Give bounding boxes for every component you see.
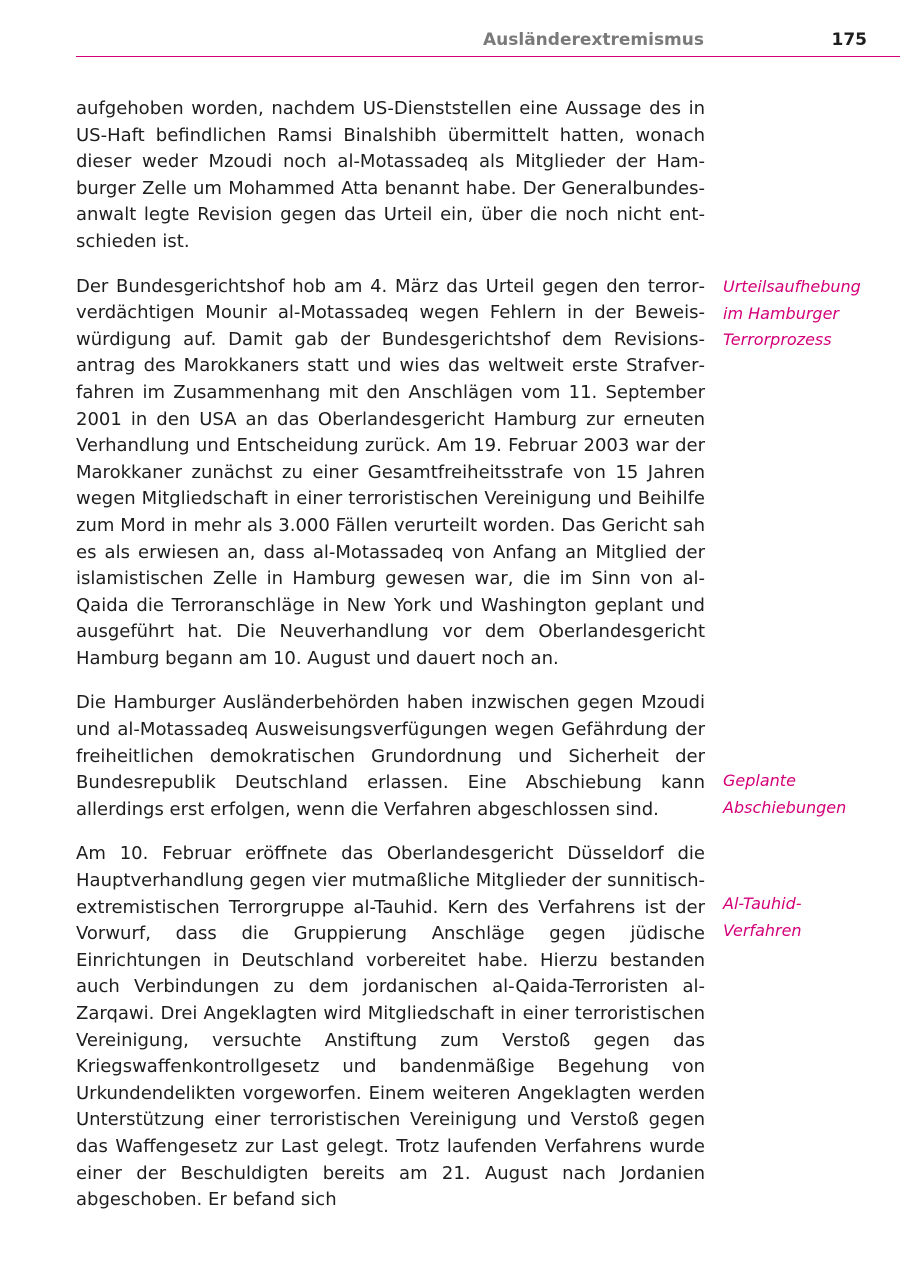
margin-note-line: Geplante bbox=[723, 771, 796, 790]
margin-note-line: im Hamburger bbox=[723, 303, 839, 323]
body-text bbox=[76, 96, 705, 1232]
margin-note-line: Terrorprozess bbox=[723, 330, 832, 350]
margin-note-abschiebungen bbox=[723, 768, 900, 821]
paragraph-revision: aufgehoben worden, nachdem US-Dienststellen eine Aussage des in US-Haft befindlichen Ramsi Binalshibh übermittelt hatten, wonach dieser weder Mzoudi noch al-Motassadeq als Mitglieder der Hamburger Zelle um Mohammed Atta benannt habe. Der Generalbundesanwalt legte Revision gegen das Urteil ein, über die noch nicht entschieden ist. bbox=[76, 98, 705, 252]
running-head bbox=[0, 0, 900, 60]
margin-note-al-tauhid bbox=[723, 891, 900, 944]
margin-note-line: Al-Tauhid- bbox=[723, 894, 802, 913]
margin-note-urteilsaufhebung bbox=[723, 274, 900, 354]
paragraph-bgh-ruling: Der Bundesgerichtshof hob am 4. März das Urteil gegen den terrorverdächtigen Mounir al-Motassadeq wegen Fehlern in der Beweiswürdigung auf. Damit gab der Bundesgerichtshof dem Revisionsantrag des Marokkaners statt und wies das weltweit erste Strafverfahren im Zusammenhang mit den Anschlägen vom 11. September 2001 in den USA an das Oberlandesgericht Hamburg zur erneuten Verhandlung und Entscheidung zurück. Am 19. Februar 2003 war der Marokkaner zunächst zu einer Gesamtfreiheitsstrafe von 15 Jahren wegen Mitgliedschaft in einer terroristischen Vereinigung und Beihilfe zum Mord in mehr als 3.000 Fällen verurteilt worden. Das Gericht sah es als erwiesen an, dass al-Motassadeq von Anfang an Mitglied der islamistischen Zelle in Hamburg gewesen war, die im Sinn von al-Qaida die Terroranschläge in New York und Washington geplant und ausgeführt hat. Die Neuverhandlung vor dem Oberlandesgericht Hamburg begann am 10. August und dauert noch an. bbox=[76, 275, 705, 669]
margin-note-line: Abschiebungen bbox=[723, 797, 847, 817]
paragraph-deportation: Die Hamburger Ausländerbehörden haben inzwischen gegen Mzoudi und al-Motassadeq Ausweisungsverfügungen wegen Gefährdung der freiheitlichen demokratischen Grundordnung und Sicherheit der Bundesrepublik Deutschland erlassen. Eine Abschiebung kann allerdings erst erfolgen, wenn die Verfahren abgeschlossen sind. bbox=[76, 692, 705, 820]
page-number: 175 bbox=[831, 30, 867, 50]
margin-note-line: Verfahren bbox=[723, 920, 802, 940]
header-rule bbox=[76, 56, 900, 57]
section-title: Ausländerextremismus bbox=[483, 30, 704, 50]
margin-note-line: Urteilsaufhebung bbox=[723, 277, 861, 296]
paragraph-al-tauhid: Am 10. Februar eröffnete das Oberlandesgericht Düsseldorf die Hauptverhandlung gegen vier mutmaßliche Mitglieder der sunnitisch-extremistischen Terrorgruppe al-Tauhid. Kern des Verfahrens ist der Vorwurf, dass die Gruppierung Anschläge gegen jüdische Einrichtungen in Deutschland vorbereitet habe. Hierzu bestanden auch Verbindungen zu dem jordanischen al-Qaida-Terroristen al-Zarqawi. Drei Angeklagten wird Mitgliedschaft in einer terroristischen Vereinigung, versuchte Anstiftung zum Verstoß gegen das Kriegswaffenkontrollgesetz und bandenmäßige Begehung von Urkundendelikten vorgeworfen. Einem weiteren Angeklagten werden Unterstützung einer terroristischen Vereinigung und Verstoß gegen das Waffengesetz zur Last gelegt. Trotz laufenden Verfahrens wurde einer der Beschuldigten bereits am 21. August nach Jordanien abgeschoben. Er befand sich bbox=[76, 843, 705, 1211]
